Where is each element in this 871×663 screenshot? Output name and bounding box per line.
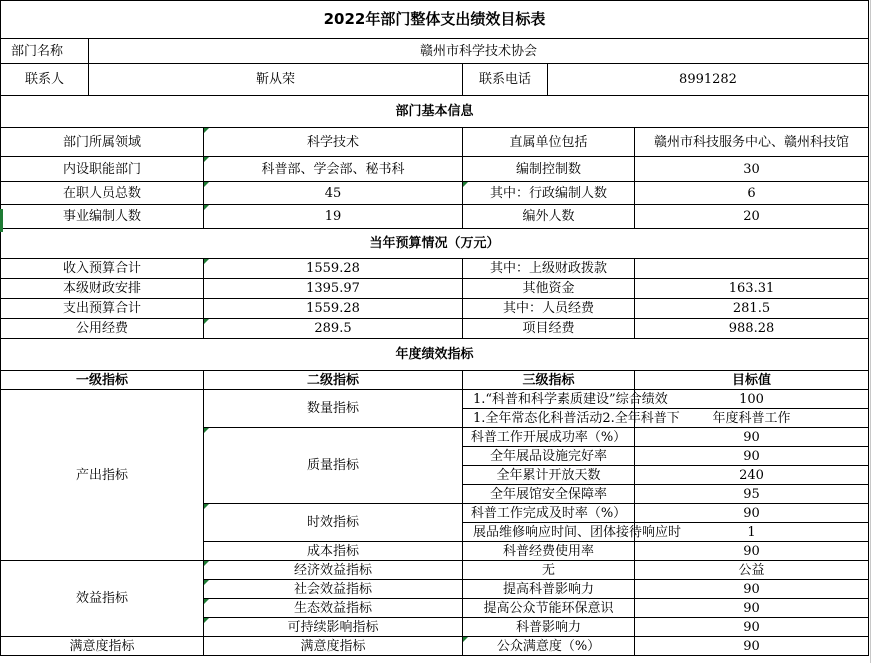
indicator-cell[interactable]: 展品维修响应时间、团体接待响应时	[463, 523, 635, 542]
other-funds-label: 其他资金	[463, 279, 635, 299]
admin-staff-value[interactable]: 6	[635, 182, 869, 205]
level1-satisfaction: 满意度指标	[1, 637, 204, 656]
outside-staff-value[interactable]: 20	[635, 205, 869, 229]
level2-social: 社会效益指标	[204, 580, 463, 599]
target-cell[interactable]: 90	[635, 637, 869, 656]
units-label: 直属单位包括	[463, 128, 635, 157]
indicator-cell[interactable]: 科普经费使用率	[463, 542, 635, 561]
table-title: 2022年部门整体支出绩效目标表	[1, 1, 869, 39]
staff-total-label: 在职人员总数	[1, 182, 204, 205]
target-cell[interactable]: 90	[635, 447, 869, 466]
expense-budget-value[interactable]: 1559.28	[204, 299, 463, 319]
admin-staff-label: 其中：行政编制人数	[463, 182, 635, 205]
basic-info-section-title: 部门基本信息	[1, 96, 869, 128]
level2-sustainable: 可持续影响指标	[204, 618, 463, 637]
income-budget-value[interactable]: 1559.28	[204, 259, 463, 279]
indicator-cell[interactable]: 无	[463, 561, 635, 580]
target-cell[interactable]: 90	[635, 599, 869, 618]
indicator-cell[interactable]: 科普工作完成及时率（%）	[463, 504, 635, 523]
target-cell[interactable]: 100	[635, 390, 869, 409]
target-cell[interactable]: 90	[635, 542, 869, 561]
target-cell[interactable]: 公益	[635, 561, 869, 580]
quota-label: 编制控制数	[463, 157, 635, 182]
internal-dept-label: 内设职能部门	[1, 157, 204, 182]
header-level3: 三级指标	[463, 371, 635, 390]
level2-ecological: 生态效益指标	[204, 599, 463, 618]
field-value[interactable]: 科学技术	[204, 128, 463, 157]
level1-output: 产出指标	[1, 390, 204, 561]
indicator-cell[interactable]: 科普工作开展成功率（%）	[463, 428, 635, 447]
contact-value[interactable]: 靳从荣	[89, 64, 463, 96]
local-finance-label: 本级财政安排	[1, 279, 204, 299]
project-cost-label: 项目经费	[463, 319, 635, 339]
staff-total-value[interactable]: 45	[204, 182, 463, 205]
level2-timeliness: 时效指标	[204, 504, 463, 542]
personnel-cost-value[interactable]: 281.5	[635, 299, 869, 319]
internal-dept-value[interactable]: 科普部、学会部、秘书科	[204, 157, 463, 182]
career-staff-label: 事业编制人数	[1, 205, 204, 229]
personnel-cost-label: 其中：人员经费	[463, 299, 635, 319]
level2-quantity: 数量指标	[204, 390, 463, 428]
indicator-cell[interactable]: 科普影响力	[463, 618, 635, 637]
indicator-cell[interactable]: 全年展馆安全保障率	[463, 485, 635, 504]
units-value[interactable]: 赣州市科技服务中心、赣州科技馆	[635, 128, 869, 157]
phone-value[interactable]: 8991282	[548, 64, 869, 96]
budget-section-title: 当年预算情况（万元）	[1, 229, 869, 259]
indicator-cell[interactable]: 1.全年常态化科普活动2.全年科普下	[463, 409, 635, 428]
phone-label: 联系电话	[463, 64, 548, 96]
upper-finance-value[interactable]	[635, 259, 869, 279]
upper-finance-label: 其中：上级财政拨款	[463, 259, 635, 279]
target-cell[interactable]: 年度科普工作	[635, 409, 869, 428]
indicator-cell[interactable]: 公众满意度（%）	[463, 637, 635, 656]
level2-economic: 经济效益指标	[204, 561, 463, 580]
target-cell[interactable]: 95	[635, 485, 869, 504]
career-staff-value[interactable]: 19	[204, 205, 463, 229]
target-cell[interactable]: 90	[635, 428, 869, 447]
cell-selection-indicator	[0, 209, 3, 232]
other-funds-value[interactable]: 163.31	[635, 279, 869, 299]
level2-quality: 质量指标	[204, 428, 463, 504]
public-cost-value[interactable]: 289.5	[204, 319, 463, 339]
target-cell[interactable]: 240	[635, 466, 869, 485]
public-cost-label: 公用经费	[1, 319, 204, 339]
target-cell[interactable]: 90	[635, 580, 869, 599]
header-level1: 一级指标	[1, 371, 204, 390]
target-cell[interactable]: 90	[635, 618, 869, 637]
target-cell[interactable]: 1	[635, 523, 869, 542]
contact-label: 联系人	[1, 64, 89, 96]
indicator-cell[interactable]: 全年累计开放天数	[463, 466, 635, 485]
level1-benefit: 效益指标	[1, 561, 204, 637]
income-budget-label: 收入预算合计	[1, 259, 204, 279]
field-label: 部门所属领域	[1, 128, 204, 157]
indicator-cell[interactable]: 1.“科普和科学素质建设”综合绩效	[463, 390, 635, 409]
local-finance-value[interactable]: 1395.97	[204, 279, 463, 299]
outside-staff-label: 编外人数	[463, 205, 635, 229]
quota-value[interactable]: 30	[635, 157, 869, 182]
dept-name-label: 部门名称	[1, 39, 89, 64]
level2-satisfaction: 满意度指标	[204, 637, 463, 656]
indicator-cell[interactable]: 全年展品设施完好率	[463, 447, 635, 466]
target-cell[interactable]: 90	[635, 504, 869, 523]
project-cost-value[interactable]: 988.28	[635, 319, 869, 339]
indicator-cell[interactable]: 提高公众节能环保意识	[463, 599, 635, 618]
perf-section-title: 年度绩效指标	[1, 339, 869, 371]
level2-cost: 成本指标	[204, 542, 463, 561]
indicator-cell[interactable]: 提高科普影响力	[463, 580, 635, 599]
dept-name-value[interactable]: 赣州市科学技术协会	[89, 39, 869, 64]
header-level2: 二级指标	[204, 371, 463, 390]
header-target: 目标值	[635, 371, 869, 390]
expense-budget-label: 支出预算合计	[1, 299, 204, 319]
